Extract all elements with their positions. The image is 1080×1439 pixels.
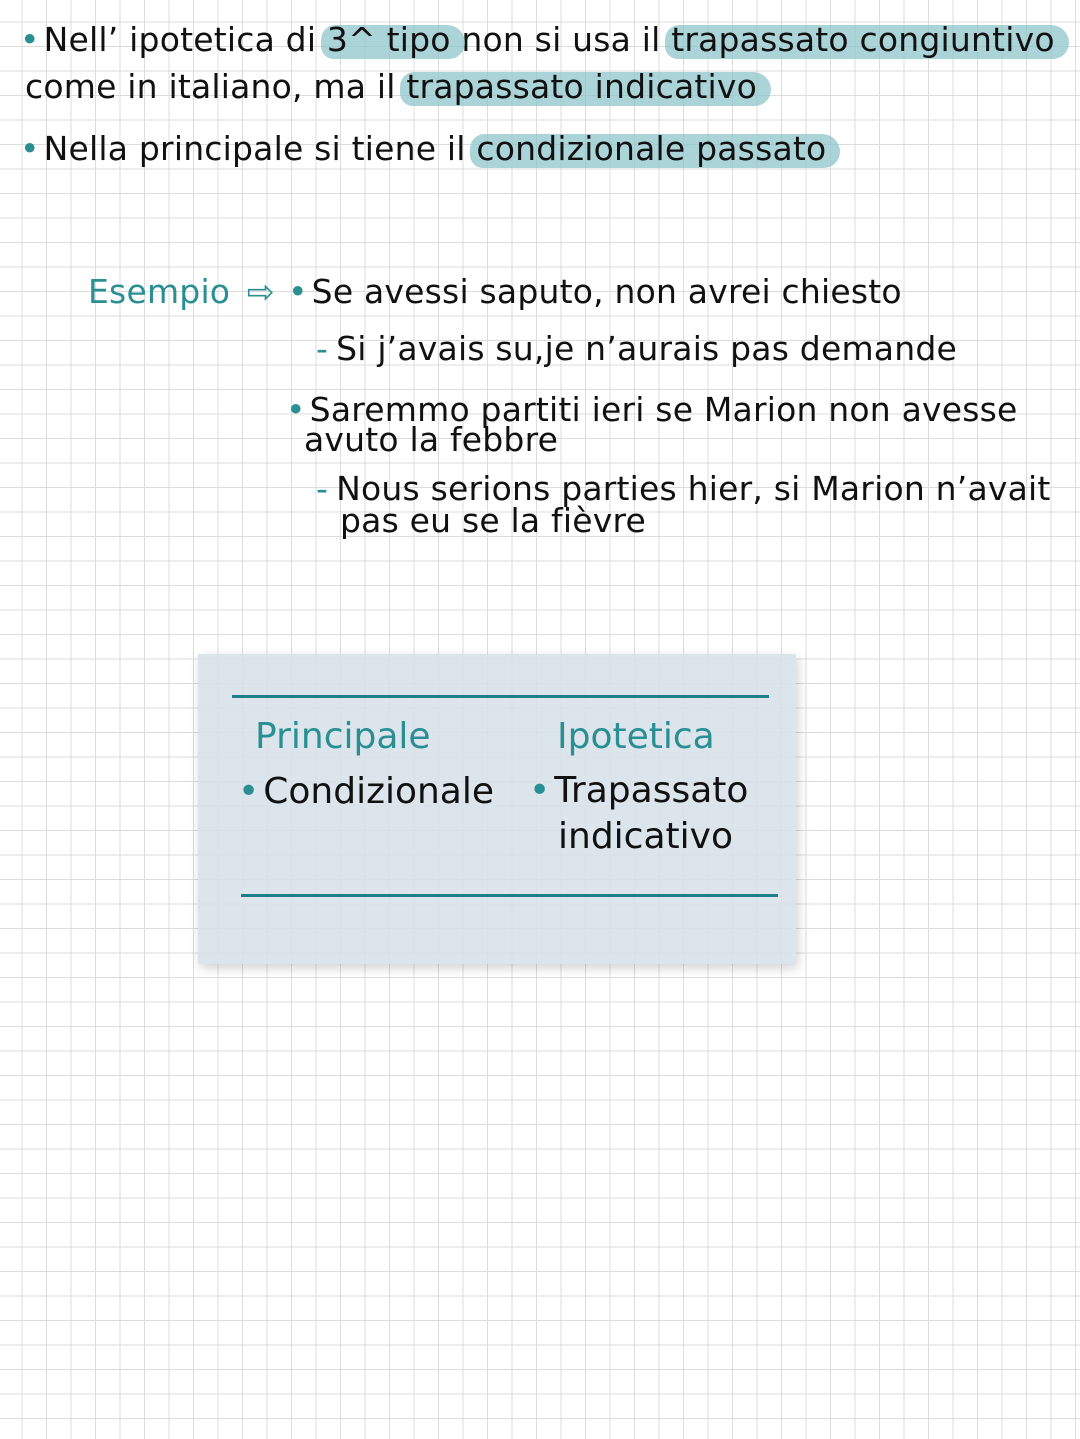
example-label-text: Esempio [88, 272, 231, 311]
highlight-3-tipo: 3^ tipo [326, 20, 451, 59]
dash-icon: - [316, 329, 329, 368]
highlight-trapassato-indicativo: trapassato indicativo [406, 67, 758, 106]
bullet-icon: • [238, 771, 260, 812]
col-principale-value [238, 770, 494, 814]
principale-value-text: Condizionale [263, 771, 495, 812]
bullet-icon: • [20, 129, 40, 168]
example-text: Se avessi saputo, non avrei chiesto [311, 272, 902, 311]
rule-note-line-2 [25, 67, 757, 107]
note-text: Nella principale si tiene il [43, 129, 477, 168]
summary-card [198, 654, 796, 964]
example-text: Saremmo partiti ieri se Marion non avesse [309, 390, 1018, 429]
note-text: non si usa il [450, 20, 672, 59]
note-text: come in italiano, ma il [25, 67, 407, 106]
example-text: Nous serions parties hier, si Marion n’avait [336, 469, 1051, 508]
bottom-rule [241, 894, 778, 897]
bullet-icon: • [20, 20, 40, 59]
right-arrow-icon: ⇨ [246, 272, 275, 311]
example-label [88, 272, 275, 312]
bullet-icon: • [529, 770, 551, 811]
example-text: pas eu se la fièvre [340, 501, 646, 540]
col-ipotetica-header: Ipotetica [557, 716, 715, 757]
col-ipotetica-value-line-1 [529, 769, 748, 813]
note-text: Nell’ ipotetica di [43, 20, 327, 59]
example-text: avuto la febbre [304, 420, 559, 459]
example-text: Si j’avais su,je n’aurais pas demande [336, 329, 957, 368]
bullet-icon: • [286, 390, 306, 429]
ipotetica-value-text: Trapassato [554, 770, 749, 811]
example-1-italian [288, 272, 902, 312]
rule-note-line-1 [20, 20, 1055, 60]
rule-note-line-3 [20, 129, 826, 169]
example-1-french [316, 329, 957, 369]
col-ipotetica-value-line-2: indicativo [558, 816, 733, 857]
dash-icon: - [316, 469, 329, 508]
example-2-french-line-2 [340, 501, 646, 541]
bullet-icon: • [288, 272, 308, 311]
col-principale-header: Principale [255, 716, 431, 757]
highlight-condizionale-passato: condizionale passato [476, 129, 827, 168]
example-2-italian-line-2 [304, 420, 558, 460]
highlight-trapassato-congiuntivo: trapassato congiuntivo [671, 20, 1055, 59]
top-rule [232, 695, 769, 698]
